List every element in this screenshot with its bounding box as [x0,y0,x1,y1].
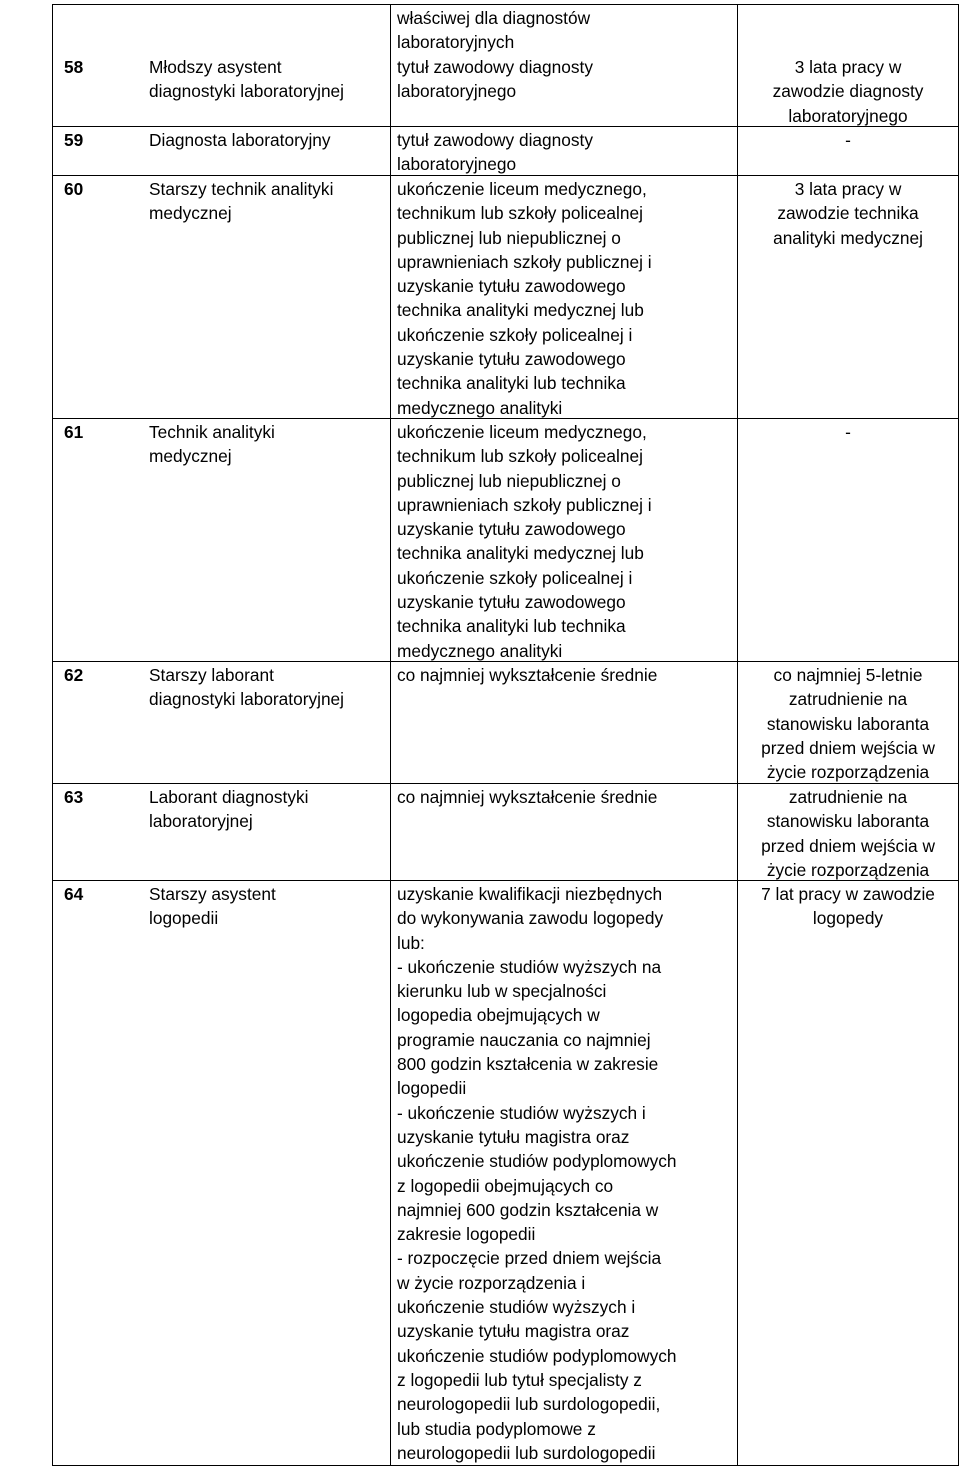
position-title: Laborant diagnostyki laboratoryjnej [149,787,309,832]
qualification-requirements-continued: właściwej dla diagnostów laboratoryjnych [397,8,591,53]
row-number: 59 [64,130,84,150]
column-divider [390,4,391,1466]
qualification-requirements: co najmniej wykształcenie średnie [397,787,658,807]
position-title: Starszy laborant diagnostyki laboratoryjnej [149,665,345,710]
table-bottom-border [52,1465,959,1466]
required-experience: - [845,130,851,150]
row-number: 58 [64,57,84,77]
qualification-requirements: co najmniej wykształcenie średnie [397,665,658,685]
required-experience: zatrudnienie na stanowisku laboranta przed dniem wejścia w życie rozporządzenia [761,787,935,880]
qualification-requirements: tytuł zawodowy diagnosty laboratoryjnego [397,130,593,175]
row-number: 60 [64,179,84,199]
position-title: Diagnosta laboratoryjny [149,130,331,150]
qualification-requirements: tytuł zawodowy diagnosty laboratoryjnego [397,57,593,102]
required-experience: co najmniej 5-letnie zatrudnienie na stanowisku laboranta przed dniem wejścia w życie rozporządzenia [761,665,935,783]
required-experience: 3 lata pracy w zawodzie diagnosty laboratoryjnego [772,57,924,126]
position-title: Starszy technik analityki medycznej [149,179,334,224]
qualification-requirements: ukończenie liceum medycznego, technikum lub szkoły policealnej publicznej lub niepublicznej o uprawnieniach szkoły publicznej i uzyskanie tytułu zawodowego technika analityki medycznej lub ukończenie szkoły policealnej i uzyskanie tytułu zawodowego technika analityki lub technika medycznego analityki [397,179,652,418]
table-left-border [52,4,53,1466]
position-title: Starszy asystent logopedii [149,884,276,929]
required-experience: 7 lat pracy w zawodzie logopedy [761,884,935,929]
table-right-border [958,4,959,1466]
required-experience: 3 lata pracy w zawodzie technika analityki medycznej [773,179,923,248]
position-title: Technik analityki medycznej [149,422,275,467]
position-title: Młodszy asystent diagnostyki laboratoryjnej [149,57,345,102]
qualification-requirements: ukończenie liceum medycznego, technikum lub szkoły policealnej publicznej lub niepublicznej o uprawnieniach szkoły publicznej i uzyskanie tytułu zawodowego technika analityki medycznej lub ukończenie szkoły policealnej i uzyskanie tytułu zawodowego technika analityki lub technika medycznego analityki [397,422,652,661]
row-number: 62 [64,665,84,685]
row-number: 64 [64,884,84,904]
table-top-border [52,4,959,5]
row-number: 61 [64,422,84,442]
required-experience: - [845,422,851,442]
row-number: 63 [64,787,84,807]
qualification-requirements: uzyskanie kwalifikacji niezbędnych do wykonywania zawodu logopedy lub: - ukończenie studiów wyższych na kierunku lub w specjalności logopedia obejmujących w programie nauczania co najmniej 800 godzin kształcenia w zakresie logopedii - ukończenie studiów wyższych i uzyskanie tytułu magistra oraz ukończenie studiów podyplomowych z logopedii obejmujących co najmniej 600 godzin kształcenia w zakresie logopedii - rozpoczęcie przed dniem wejścia w życie rozporządzenia i ukończenie studiów wyższych i uzyskanie tytułu magistra oraz ukończenie studiów podyplomowych z logopedii lub tytuł specjalisty z neurologopedii lub surdologopedii, lub studia podyplomowe z neurologopedii lub surdologopedii [397,884,677,1463]
